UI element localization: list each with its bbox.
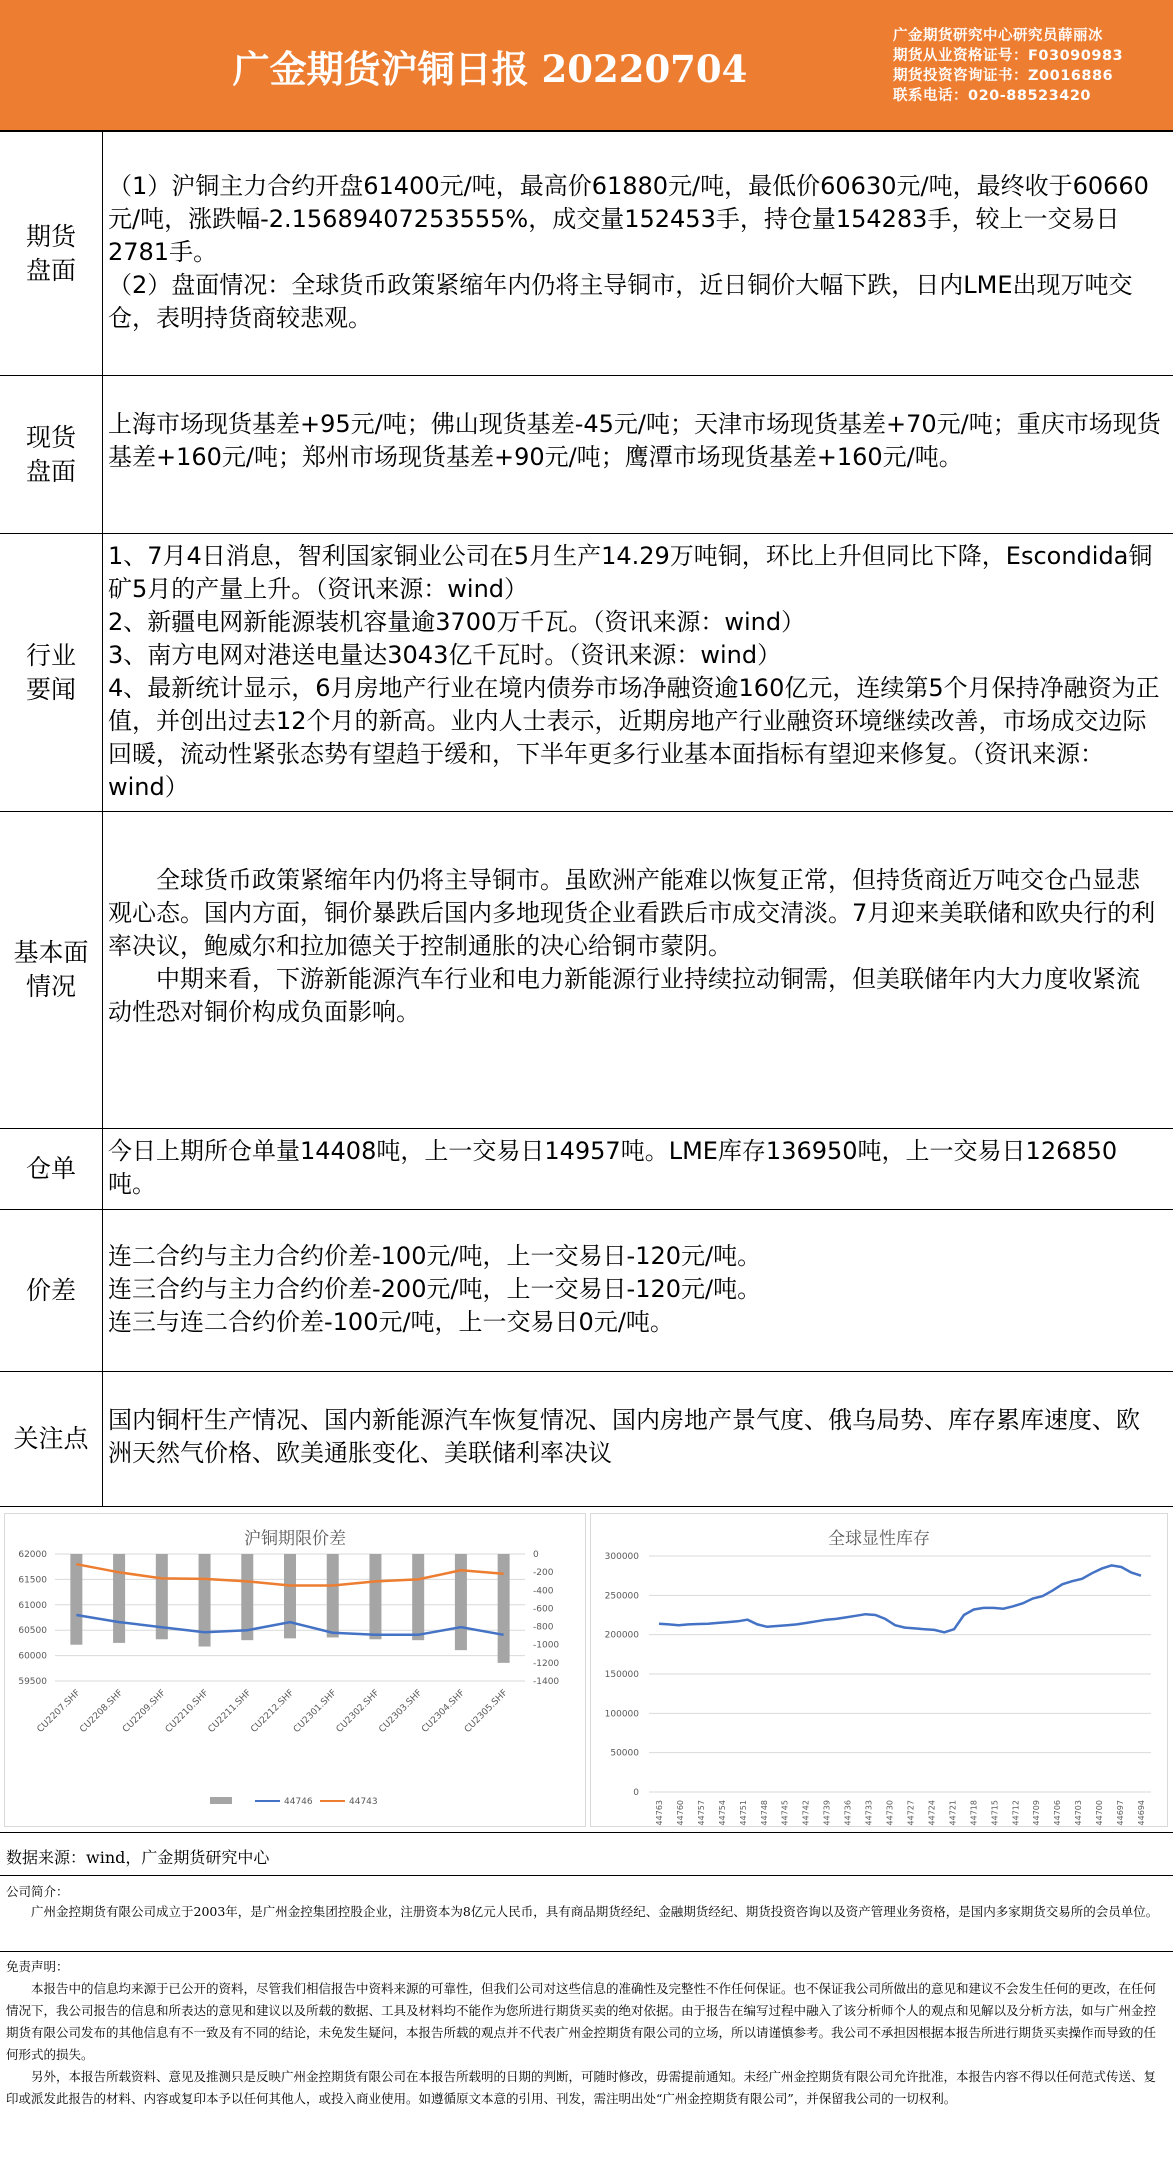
y-tick-label-right: 0 [533, 1550, 539, 1560]
disclaimer-heading: 免责声明： [6, 1959, 69, 1974]
section-content [108, 864, 1163, 1029]
section-label [0, 376, 103, 533]
x-tick-label: CU2208.SHF [78, 1688, 126, 1735]
company-intro [0, 1876, 1173, 1952]
x-tick-label: CU2209.SHF [121, 1688, 168, 1735]
x-tick-label: 44721 [948, 1800, 958, 1826]
x-tick-label: 44718 [969, 1800, 979, 1826]
y-tick-label-right: -1200 [533, 1658, 560, 1669]
x-tick-label: 44751 [738, 1800, 748, 1826]
section-warehouse [0, 1129, 1173, 1210]
chart-title: 沪铜期限价差 [244, 1529, 346, 1549]
bar [498, 1554, 510, 1663]
paragraph: 中期来看，下游新能源汽车行业和电力新能源行业持续拉动铜需，但美联储年内大力度收紧流动性恐对铜价构成负面影响。 [108, 965, 1140, 1026]
bar [241, 1554, 253, 1640]
x-tick-label: 44745 [780, 1800, 790, 1826]
section-content [108, 1135, 1163, 1201]
x-tick-label: 44724 [927, 1800, 937, 1826]
x-tick-label: 44706 [1053, 1800, 1063, 1826]
section-news [0, 534, 1173, 812]
y-tick-label: 50000 [610, 1748, 639, 1759]
x-tick-label: CU2210.SHF [163, 1688, 211, 1735]
x-tick-label: 44730 [885, 1800, 895, 1826]
legend-label: 44743 [349, 1797, 378, 1807]
x-tick-label: 44736 [843, 1800, 853, 1826]
bar [369, 1554, 381, 1639]
section-content [108, 170, 1163, 335]
y-tick-label-right: -600 [533, 1604, 554, 1615]
x-tick-label: 44763 [655, 1800, 664, 1826]
section-label-text: 现货盘面 [25, 422, 76, 486]
x-tick-label: 44700 [1095, 1800, 1105, 1826]
bar [70, 1554, 82, 1645]
x-tick-label: CU2207.SHF [35, 1688, 83, 1735]
y-tick-label-right: -200 [533, 1568, 554, 1579]
x-tick-label: CU2304.SHF [420, 1688, 468, 1735]
y-tick-label: 100000 [604, 1709, 639, 1720]
series-line [659, 1565, 1141, 1632]
x-tick-label: 44715 [990, 1800, 1000, 1826]
section-content [108, 1404, 1163, 1470]
paragraph: 1、7月4日消息，智利国家铜业公司在5月生产14.29万吨铜，环比上升但同比下降，Escondida铜矿5月的产量上升。（资讯来源：wind） [108, 542, 1153, 603]
section-label-text: 关注点 [13, 1424, 89, 1453]
x-tick-label: 44757 [696, 1800, 706, 1826]
analyst-info-line: 联系电话：020-88523420 [893, 88, 1091, 104]
disclaimer-paragraph: 另外，本报告所载资料、意见及推测只是反映广州金控期货有限公司在本报告所载明的日期的判断，可随时修改，毋需提前通知。未经广州金控期货有限公司允许批准，本报告内容不得以任何范式传送、复印或派发此报告的材料、内容或复印本予以任何其他人，或投入商业使用。如遵循原文本意的引用、刊发，需注明出处“广州金控期货有限公司”，并保留我公司的一切权利。 [6, 2069, 1157, 2106]
bar [455, 1554, 467, 1650]
term-spread-chart [4, 1513, 586, 1827]
section-label-text: 期货盘面 [25, 221, 76, 285]
x-tick-label: 44694 [1137, 1800, 1146, 1826]
x-tick-label: CU2302.SHF [334, 1688, 382, 1735]
section-fundamentals [0, 812, 1173, 1129]
section-label-text: 行业要闻 [25, 640, 76, 704]
legend-swatch [210, 1797, 232, 1804]
x-tick-label: CU2211.SHF [206, 1688, 254, 1735]
analyst-info [893, 26, 1123, 106]
section-label [0, 1129, 103, 1209]
paragraph: 今日上期所仓单量14408吨，上一交易日14957吨。LME库存136950吨，上一交易日126850吨。 [108, 1137, 1118, 1198]
disclaimer [0, 1952, 1173, 2157]
x-tick-label: 44697 [1116, 1800, 1126, 1826]
data-source: 数据来源：wind，广金期货研究中心 [0, 1833, 1173, 1876]
paragraph: （2）盘面情况：全球货币政策紧缩年内仍将主导铜市，近日铜价大幅下跌，日内LME出现万吨交仓，表明持货商较悲观。 [108, 271, 1133, 332]
paragraph: 全球货币政策紧缩年内仍将主导铜市。虽欧洲产能难以恢复正常，但持货商近万吨交仓凸显悲观心态。国内方面，铜价暴跌后国内多地现货企业看跌后市成交清淡。7月迎来美联储和欧央行的利率决议，鲍威尔和拉加德关于控制通胀的决心给铜市蒙阴。 [108, 866, 1156, 960]
section-spot [0, 376, 1173, 534]
paragraph: 上海市场现货基差+95元/吨；佛山现货基差-45元/吨；天津市场现货基差+70元/吨；重庆市场现货基差+160元/吨；郑州市场现货基差+90元/吨；鹰潭市场现货基差+160元/吨。 [108, 410, 1161, 471]
x-tick-label: CU2301.SHF [291, 1688, 339, 1735]
y-tick-label-left: 61000 [18, 1600, 47, 1611]
term-spread-chart-svg [5, 1514, 585, 1826]
x-tick-label: 44739 [822, 1800, 832, 1826]
inventory-chart [590, 1513, 1168, 1827]
x-tick-label: CU2305.SHF [462, 1688, 510, 1735]
y-tick-label-right: -1000 [533, 1640, 560, 1651]
section-label-text: 价差 [25, 1275, 76, 1305]
section-spread [0, 1210, 1173, 1372]
y-tick-label-left: 60500 [18, 1626, 47, 1637]
paragraph: 连二合约与主力合约价差-100元/吨，上一交易日-120元/吨。 [108, 1242, 762, 1270]
y-tick-label: 0 [633, 1788, 639, 1798]
x-tick-label: 44733 [864, 1800, 874, 1826]
section-label-text: 基本面情况 [13, 938, 89, 1001]
report-title: 广金期货沪铜日报 20220704 [232, 47, 748, 91]
chart-title: 全球显性库存 [828, 1529, 930, 1549]
y-tick-label-left: 60000 [18, 1651, 47, 1662]
paragraph: （1）沪铜主力合约开盘61400元/吨，最高价61880元/吨，最低价60630元/吨，最终收于60660元/吨，涨跌幅-2.15689407253555%，成交量152453手，持仓量154283手，较上一交易日2781手。 [108, 172, 1149, 266]
analyst-info-line: 期货投资咨询证书：Z0016886 [893, 68, 1114, 84]
section-label [0, 812, 103, 1128]
x-tick-label: CU2303.SHF [377, 1688, 425, 1735]
report-header [0, 0, 1173, 132]
section-content [108, 1240, 1163, 1339]
disclaimer-paragraph: 本报告中的信息均来源于已公开的资料，尽管我们相信报告中资料来源的可靠性，但我们公司对这些信息的准确性及完整性不作任何保证。也不保证我公司所做出的意见和建议不会发生任何的更改，在任何情况下，我公司报告的信息和所表达的意见和建议以及所载的数据、工具及材料均不能作为您所进行期货买卖的绝对依据。由于报告在编写过程中融入了该分析师个人的观点和见解以及分析方法，如与广州金控期货有限公司发布的其他信息有不一致及有不同的结论，未免发生疑问，本报告所载的观点并不代表广州金控期货有限公司的立场，所以请谨慎参考。我公司不承担因根据本报告所进行期货买卖操作而导致的任何形式的损失。 [6, 1981, 1157, 2062]
section-content [108, 540, 1163, 804]
charts-row [0, 1507, 1173, 1833]
company-text: 广州金控期货有限公司成立于2003年，是广州金控集团控股企业，注册资本为8亿元人民币，具有商品期货经纪、金融期货经纪、期货投资咨询以及资产管理业务资格，是国内多家期货交易所的会员单位。 [31, 1904, 1159, 1919]
section-focus [0, 1372, 1173, 1507]
paragraph: 国内铜杆生产情况、国内新能源汽车恢复情况、国内房地产景气度、俄乌局势、库存累库速度、欧洲天然气价格、欧美通胀变化、美联储利率决议 [108, 1406, 1140, 1467]
section-label-text: 仓单 [25, 1154, 76, 1183]
y-tick-label: 250000 [604, 1591, 639, 1602]
section-label [0, 534, 103, 811]
section-label [0, 1210, 103, 1371]
inventory-chart-svg [591, 1514, 1167, 1826]
bar [412, 1554, 424, 1640]
analyst-info-line: 期货从业资格证号：F03090983 [893, 48, 1124, 64]
y-tick-label-left: 59500 [18, 1677, 47, 1687]
y-tick-label-right: -1400 [533, 1677, 560, 1687]
y-tick-label: 150000 [604, 1670, 639, 1680]
section-label [0, 132, 103, 375]
paragraph: 连三与连二合约价差-100元/吨，上一交易日0元/吨。 [108, 1308, 674, 1336]
paragraph: 2、新疆电网新能源装机容量逾3700万千瓦。（资讯来源：wind） [108, 608, 806, 636]
x-tick-label: 44727 [906, 1800, 916, 1826]
paragraph: 连三合约与主力合约价差-200元/吨，上一交易日-120元/吨。 [108, 1275, 762, 1303]
x-tick-label: 44703 [1074, 1800, 1084, 1826]
section-label [0, 1372, 103, 1506]
x-tick-label: 44760 [675, 1800, 685, 1826]
x-tick-label: CU2212.SHF [249, 1688, 297, 1735]
bar [284, 1554, 296, 1638]
paragraph: 4、最新统计显示，6月房地产行业在境内债券市场净融资逾160亿元，连续第5个月保持净融资为正值，并创出过去12个月的新高。业内人士表示，近期房地产行业融资环境继续改善，市场成交边际回暖，流动性紧张态势有望趋于缓和，下半年更多行业基本面指标有望迎来修复。（资讯来源：wind） [108, 674, 1160, 801]
bar [327, 1554, 339, 1637]
x-tick-label: 44712 [1011, 1800, 1021, 1826]
y-tick-label: 200000 [604, 1630, 639, 1641]
x-tick-label: 44709 [1032, 1800, 1042, 1826]
company-heading: 公司简介： [6, 1884, 69, 1899]
section-content [108, 408, 1163, 474]
y-tick-label: 300000 [604, 1552, 639, 1562]
y-tick-label-left: 62000 [18, 1550, 47, 1560]
analyst-info-line: 广金期货研究中心研究员薛丽冰 [893, 28, 1103, 44]
x-tick-label: 44754 [717, 1800, 727, 1826]
y-tick-label-left: 61500 [18, 1575, 47, 1586]
bar [113, 1554, 125, 1643]
x-tick-label: 44748 [759, 1800, 769, 1826]
paragraph: 3、南方电网对港送电量达3043亿千瓦时。（资讯来源：wind） [108, 641, 782, 669]
y-tick-label-right: -800 [533, 1622, 554, 1633]
section-futures [0, 132, 1173, 376]
legend-label: 44746 [284, 1797, 313, 1807]
x-tick-label: 44742 [801, 1800, 811, 1826]
y-tick-label-right: -400 [533, 1586, 554, 1597]
